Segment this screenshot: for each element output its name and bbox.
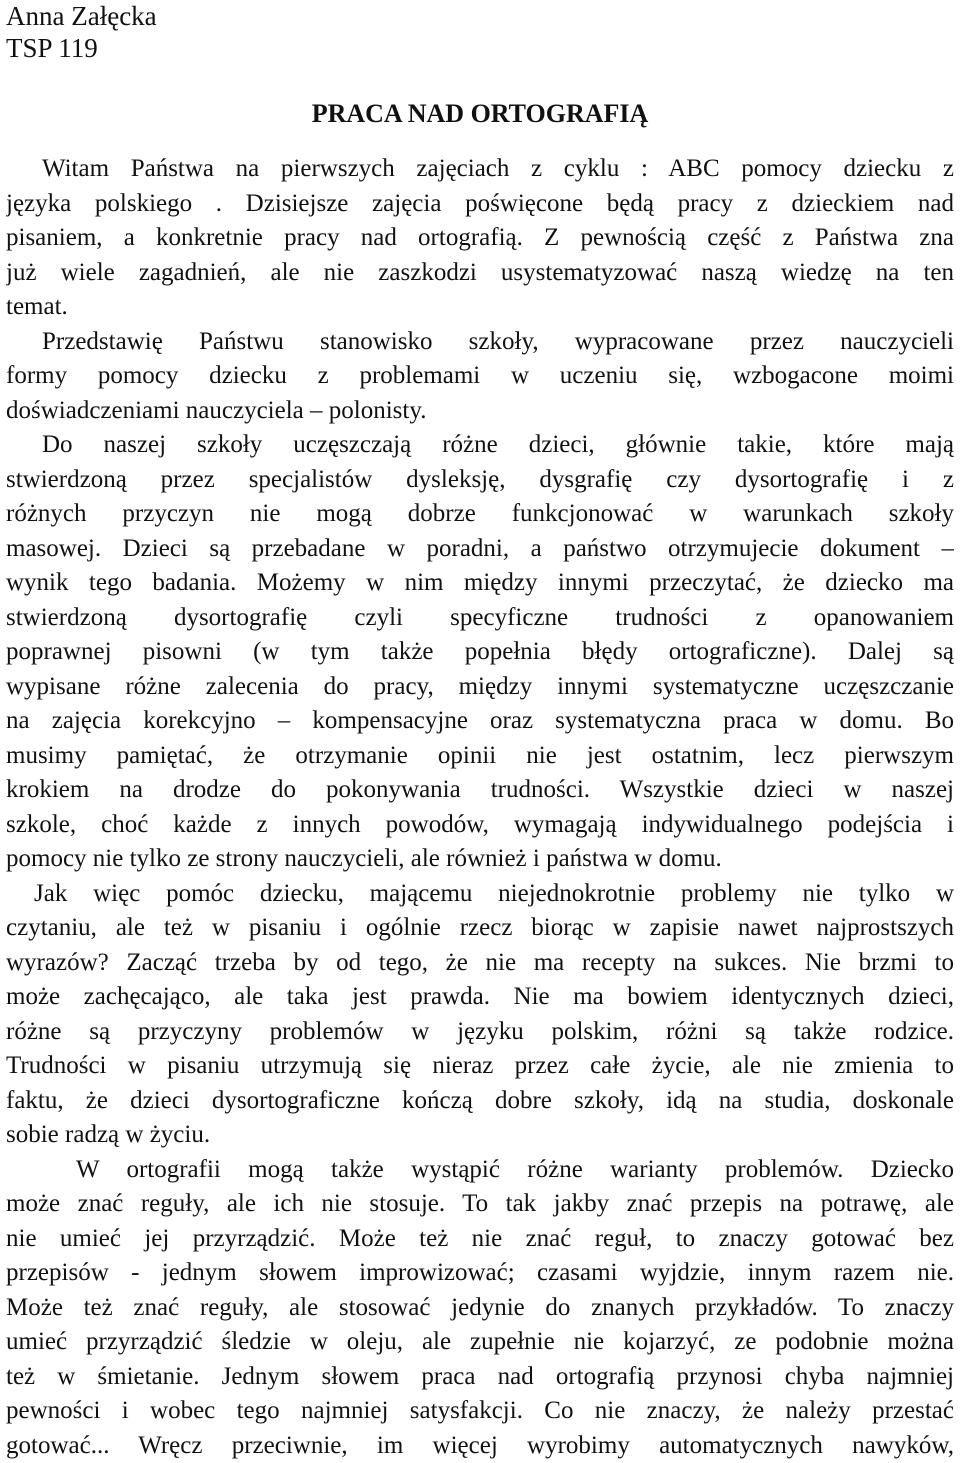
- text-line: przepisów - jednym słowem improwizować; czasami wyjdzie, innym razem nie.: [6, 1256, 954, 1291]
- paragraph-orthography-variants: [6, 1153, 954, 1463]
- text-line: Przedstawię Państwu stanowisko szkoły, wypracowane przez nauczycieli: [6, 325, 954, 360]
- text-line: sobie radzą w życiu.: [6, 1118, 954, 1153]
- text-line: też w śmietanie. Jednym słowem praca nad ortografią przynosi chyba najmniej: [6, 1360, 954, 1395]
- paragraph-school-position: [6, 325, 954, 429]
- text-line: W ortografii mogą także wystąpić różne warianty problemów. Dziecko: [6, 1153, 954, 1188]
- text-line: na zajęcia korekcyjno – kompensacyjne oraz systematyczna praca w domu. Bo: [6, 704, 954, 739]
- author-block: [6, 0, 954, 64]
- text-line: pomocy nie tylko ze strony nauczycieli, ale również i państwa w domu.: [6, 842, 954, 877]
- text-line: masowej. Dzieci są przebadane w poradni, a państwo otrzymujecie dokument –: [6, 532, 954, 567]
- text-line: wyrazów? Zacząć trzeba by od tego, że nie ma recepty na sukces. Nie brzmi to: [6, 946, 954, 981]
- author-name: Anna Załęcka: [6, 0, 954, 32]
- text-line: może zachęcająco, ale taka jest prawda. Nie ma bowiem identycznych dzieci,: [6, 980, 954, 1015]
- text-line: krokiem na drodze do pokonywania trudności. Wszystkie dzieci w naszej: [6, 773, 954, 808]
- text-line: różnych przyczyn nie mogą dobrze funkcjonować w warunkach szkoły: [6, 497, 954, 532]
- text-line: języka polskiego . Dzisiejsze zajęcia poświęcone będą pracy z dzieckiem nad: [6, 187, 954, 222]
- text-line: szkole, choć każde z innych powodów, wymagają indywidualnego podejścia i: [6, 808, 954, 843]
- text-line: wynik tego badania. Możemy w nim między innymi przeczytać, że dziecko ma: [6, 566, 954, 601]
- text-line: wypisane różne zalecenia do pracy, między innymi systematyczne uczęszczanie: [6, 670, 954, 705]
- text-line: gotować... Wręcz przeciwnie, im więcej wyrobimy automatycznych nawyków,: [6, 1429, 954, 1463]
- text-line: Witam Państwa na pierwszych zajęciach z cyklu : ABC pomocy dziecku z: [6, 152, 954, 187]
- text-line: Jak więc pomóc dziecku, mającemu niejednokrotnie problemy nie tylko w: [6, 877, 954, 912]
- text-line: może znać reguły, ale ich nie stosuje. To tak jakby znać przepis na potrawę, ale: [6, 1187, 954, 1222]
- text-line: musimy pamiętać, że otrzymanie opinii nie jest ostatnim, lecz pierwszym: [6, 739, 954, 774]
- text-line: Trudności w pisaniu utrzymują się nieraz przez całe życie, ale nie zmienia to: [6, 1049, 954, 1084]
- text-line: stwierdzoną dysortografię czyli specyficzne trudności z opanowaniem: [6, 601, 954, 636]
- text-line: różne są przyczyny problemów w języku polskim, różni są także rodzice.: [6, 1015, 954, 1050]
- document-page: [6, 0, 954, 1463]
- paragraph-how-to-help: [6, 877, 954, 1153]
- text-line: czytaniu, ale też w pisaniu i ogólnie rzecz biorąc w zapisie nawet najprostszych: [6, 911, 954, 946]
- text-line: stwierdzoną przez specjalistów dysleksję, dysgrafię czy dysortografię i z: [6, 463, 954, 498]
- author-class: TSP 119: [6, 32, 954, 64]
- text-line: Do naszej szkoły uczęszczają różne dzieci, głównie takie, które mają: [6, 428, 954, 463]
- text-line: doświadczeniami nauczyciela – polonisty.: [6, 394, 954, 429]
- text-line: temat.: [6, 290, 954, 325]
- text-line: formy pomocy dziecku z problemami w uczeniu się, wzbogacone moimi: [6, 359, 954, 394]
- text-line: nie umieć jej przyrządzić. Może też nie znać reguł, to znaczy gotować bez: [6, 1222, 954, 1257]
- text-line: pewności i wobec tego najmniej satysfakcji. Co nie znaczy, że należy przestać: [6, 1394, 954, 1429]
- text-line: Może też znać reguły, ale stosować jedynie do znanych przykładów. To znaczy: [6, 1291, 954, 1326]
- document-title: PRACA NAD ORTOGRAFIĄ: [6, 98, 954, 130]
- text-line: faktu, że dzieci dysortograficzne kończą dobre szkoły, idą na studia, doskonale: [6, 1084, 954, 1119]
- text-line: umieć przyrządzić śledzie w oleju, ale zupełnie nie kojarzyć, ze podobnie można: [6, 1325, 954, 1360]
- text-line: poprawnej pisowni (w tym także popełnia błędy ortograficzne). Dalej są: [6, 635, 954, 670]
- paragraph-intro: [6, 152, 954, 325]
- text-line: już wiele zagadnień, ale nie zaszkodzi usystematyzować naszą wiedzę na ten: [6, 256, 954, 291]
- text-line: pisaniem, a konkretnie pracy nad ortografią. Z pewnością część z Państwa zna: [6, 221, 954, 256]
- paragraph-our-school: [6, 428, 954, 877]
